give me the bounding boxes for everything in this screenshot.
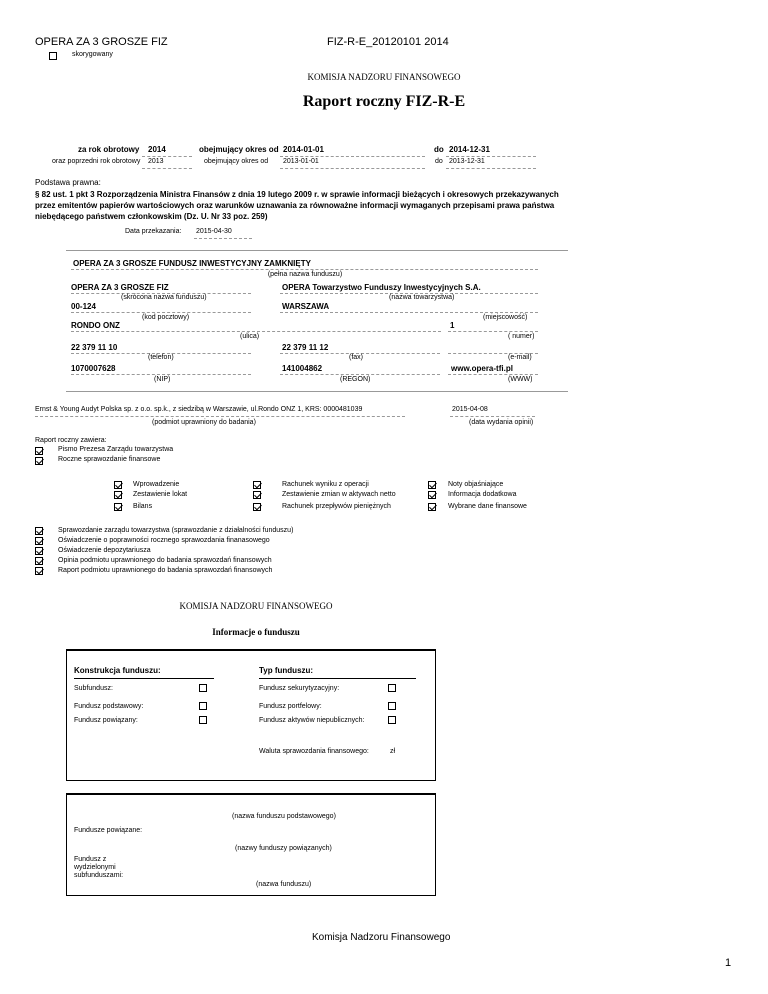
submission-date-label: Data przekazania: xyxy=(125,228,182,235)
info-authority: KOMISJA NADZORU FINANSOWEGO xyxy=(179,601,333,611)
city-caption: (miejscowość) xyxy=(483,314,528,321)
phone: 22 379 11 10 xyxy=(71,343,118,352)
checkbox-cover-letter[interactable] xyxy=(35,447,43,455)
page-number: 1 xyxy=(725,957,732,969)
form-code: FIZ-R-E_20120101 2014 xyxy=(327,36,449,48)
full-name-caption: (pełna nazwa funduszu) xyxy=(267,271,343,278)
postal-code: 00-124 xyxy=(71,302,96,311)
construction-item: Fundusz podstawowy: xyxy=(74,703,144,710)
contents-item: Zestawienie zmian w aktywach netto xyxy=(282,491,396,498)
contents-item: Bilans xyxy=(133,503,153,510)
checkbox-cash-flow[interactable] xyxy=(253,503,261,511)
legal-basis-line2: przez emitentów papierów wartościowych oraz warunków uznawania za równoważne informacji wymaganych przepisami prawa państwa xyxy=(35,201,555,210)
email-caption: (e-mail) xyxy=(508,354,532,361)
subfund-label-2: wydzielonymi xyxy=(74,864,116,871)
type-underline xyxy=(259,678,416,679)
contents-item: Opinia podmiotu uprawnionego do badania sprawozdań finansowych xyxy=(58,557,272,564)
footer-authority: Komisja Nadzoru Finansowego xyxy=(312,932,451,943)
legal-basis-line3: niebędącego państwem członkowskim (Dz. U. Nr 33 poz. 259) xyxy=(35,212,268,221)
checkbox-financial-statement[interactable] xyxy=(35,457,43,465)
prev-year-label: oraz poprzedni rok obrotowy xyxy=(52,158,141,165)
checkbox-correctness-statement[interactable] xyxy=(35,537,43,545)
legal-basis-label: Podstawa prawna: xyxy=(35,178,101,187)
fund-full-name: OPERA ZA 3 GROSZE FUNDUSZ INWESTYCYJNY ZAMKNIĘTY xyxy=(73,259,311,268)
year-label: za rok obrotowy xyxy=(78,145,140,154)
currency-value: zł xyxy=(390,748,396,755)
checkbox-selected-data[interactable] xyxy=(428,503,436,511)
construction-underline xyxy=(74,678,214,679)
contents-item: Raport podmiotu uprawnionego do badania sprawozdań finansowych xyxy=(58,567,273,574)
checkbox-portfolio-fund[interactable] xyxy=(388,702,396,710)
corrected-checkbox[interactable] xyxy=(49,52,57,60)
prev-covers-label: obejmujący okres od xyxy=(204,158,269,165)
legal-basis-line1: § 82 ust. 1 pkt 3 Rozporządzenia Ministra Finansów z dnia 19 lutego 2009 r. w sprawie informacji bieżących i okresowych przekazywanych xyxy=(35,190,559,199)
construction-heading: Konstrukcja funduszu: xyxy=(74,666,161,675)
nip-caption: (NIP) xyxy=(154,376,171,383)
contents-item: Informacja dodatkowa xyxy=(448,491,517,498)
corrected-label: skorygowany xyxy=(72,51,113,58)
checkbox-net-assets-changes[interactable] xyxy=(253,491,261,499)
www-caption: (WWW) xyxy=(508,376,533,383)
checkbox-operations-result[interactable] xyxy=(253,481,261,489)
contents-item: Pismo Prezesa Zarządu towarzystwa xyxy=(58,446,174,453)
checkbox-securitization-fund[interactable] xyxy=(388,684,396,692)
postal-caption: (kod pocztowy) xyxy=(142,314,190,321)
type-item: Fundusz portfelowy: xyxy=(259,703,322,710)
subfund-label-3: subfunduszami: xyxy=(74,872,124,879)
fax-caption: (fax) xyxy=(349,354,363,361)
city: WARSZAWA xyxy=(282,302,330,311)
street-caption: (ulica) xyxy=(240,333,260,340)
auditor-caption: (podmiot uprawniony do badania) xyxy=(152,419,256,426)
covers-label: obejmujący okres od xyxy=(199,145,279,154)
regon-caption: (REGON) xyxy=(340,376,371,383)
type-item: Fundusz aktywów niepublicznych: xyxy=(259,717,365,724)
www[interactable]: www.opera-tfi.pl xyxy=(451,364,513,373)
contents-item: Zestawienie lokat xyxy=(133,491,188,498)
linked-funds-caption: (nazwy funduszy powiązanych) xyxy=(235,845,332,852)
contents-item: Noty objaśniające xyxy=(448,481,504,488)
phone-caption: (telefon) xyxy=(148,354,174,361)
checkbox-auditor-opinion[interactable] xyxy=(35,557,43,565)
company-caption: (nazwa towarzystwa) xyxy=(389,294,455,301)
contents-item: Sprawozdanie zarządu towarzystwa (sprawozdanie z działalności funduszu) xyxy=(58,527,294,534)
subfund-caption: (nazwa funduszu) xyxy=(256,881,312,888)
currency-label: Waluta sprawozdania finansowego: xyxy=(259,748,369,755)
type-heading: Typ funduszu: xyxy=(259,666,314,675)
from-date: 2014-01-01 xyxy=(283,145,324,154)
linked-funds-label: Fundusze powiązane: xyxy=(74,827,143,834)
year-value: 2014 xyxy=(148,145,166,154)
auditor-name: Ernst & Young Audyt Polska sp. z o.o. sp.k., z siedzibą w Warszawie, ul.Rondo ONZ 1, KRS: 0000481039 xyxy=(35,406,363,413)
prev-from-date: 2013-01-01 xyxy=(283,158,319,165)
street: RONDO ONZ xyxy=(71,321,120,330)
checkbox-private-assets-fund[interactable] xyxy=(388,716,396,724)
base-fund-caption: (nazwa funduszu podstawowego) xyxy=(232,813,336,820)
contents-item: Rachunek przepływów pieniężnych xyxy=(282,503,391,510)
checkbox-investments[interactable] xyxy=(114,491,122,499)
checkbox-balance[interactable] xyxy=(114,503,122,511)
authority-header: KOMISJA NADZORU FINANSOWEGO xyxy=(307,72,461,82)
fund-short-header: OPERA ZA 3 GROSZE FIZ xyxy=(35,36,168,48)
street-number: 1 xyxy=(450,321,455,330)
checkbox-depositary-statement[interactable] xyxy=(35,547,43,555)
nip: 1070007628 xyxy=(71,364,116,373)
checkbox-additional-info[interactable] xyxy=(428,491,436,499)
contents-item: Oświadczenie depozytariusza xyxy=(58,547,151,554)
contents-item: Wprowadzenie xyxy=(133,481,180,488)
checkbox-management-report[interactable] xyxy=(35,527,43,535)
number-caption: ( numer) xyxy=(508,333,535,340)
opinion-date-caption: (data wydania opinii) xyxy=(469,419,534,426)
regon: 141004862 xyxy=(282,364,323,373)
prev-to-date: 2013-12-31 xyxy=(449,158,485,165)
subfund-label-1: Fundusz z xyxy=(74,856,107,863)
type-item: Fundusz sekurytyzacyjny: xyxy=(259,685,340,692)
checkbox-notes[interactable] xyxy=(428,481,436,489)
prev-year-value: 2013 xyxy=(148,158,164,165)
construction-item: Fundusz powiązany: xyxy=(74,717,138,724)
contents-item: Wybrane dane finansowe xyxy=(448,503,527,510)
contents-item: Roczne sprawozdanie finansowe xyxy=(58,456,161,463)
to-date: 2014-12-31 xyxy=(449,145,490,154)
fund-short-name: OPERA ZA 3 GROSZE FIZ xyxy=(71,283,169,292)
contents-intro: Raport roczny zawiera: xyxy=(35,437,107,444)
submission-date: 2015-04-30 xyxy=(196,228,232,235)
short-name-caption: (skrócona nazwa funduszu) xyxy=(121,294,207,301)
opinion-date: 2015-04-08 xyxy=(452,406,488,413)
contents-item: Oświadczenie o poprawności rocznego sprawozdania finanasowego xyxy=(58,537,270,544)
contents-item: Rachunek wyniku z operacji xyxy=(282,481,369,488)
to-label: do xyxy=(434,145,444,154)
checkbox-subfund[interactable] xyxy=(199,684,207,692)
checkbox-introduction[interactable] xyxy=(114,481,122,489)
report-title: Raport roczny FIZ-R-E xyxy=(302,93,466,110)
company-name: OPERA Towarzystwo Funduszy Inwestycyjnych S.A. xyxy=(282,283,481,292)
checkbox-auditor-report[interactable] xyxy=(35,567,43,575)
checkbox-base-fund[interactable] xyxy=(199,702,207,710)
prev-to-label: do xyxy=(435,158,443,165)
construction-item: Subfundusz: xyxy=(74,685,113,692)
fax: 22 379 11 12 xyxy=(282,343,329,352)
info-title: Informacje o funduszu xyxy=(212,627,300,637)
checkbox-linked-fund[interactable] xyxy=(199,716,207,724)
